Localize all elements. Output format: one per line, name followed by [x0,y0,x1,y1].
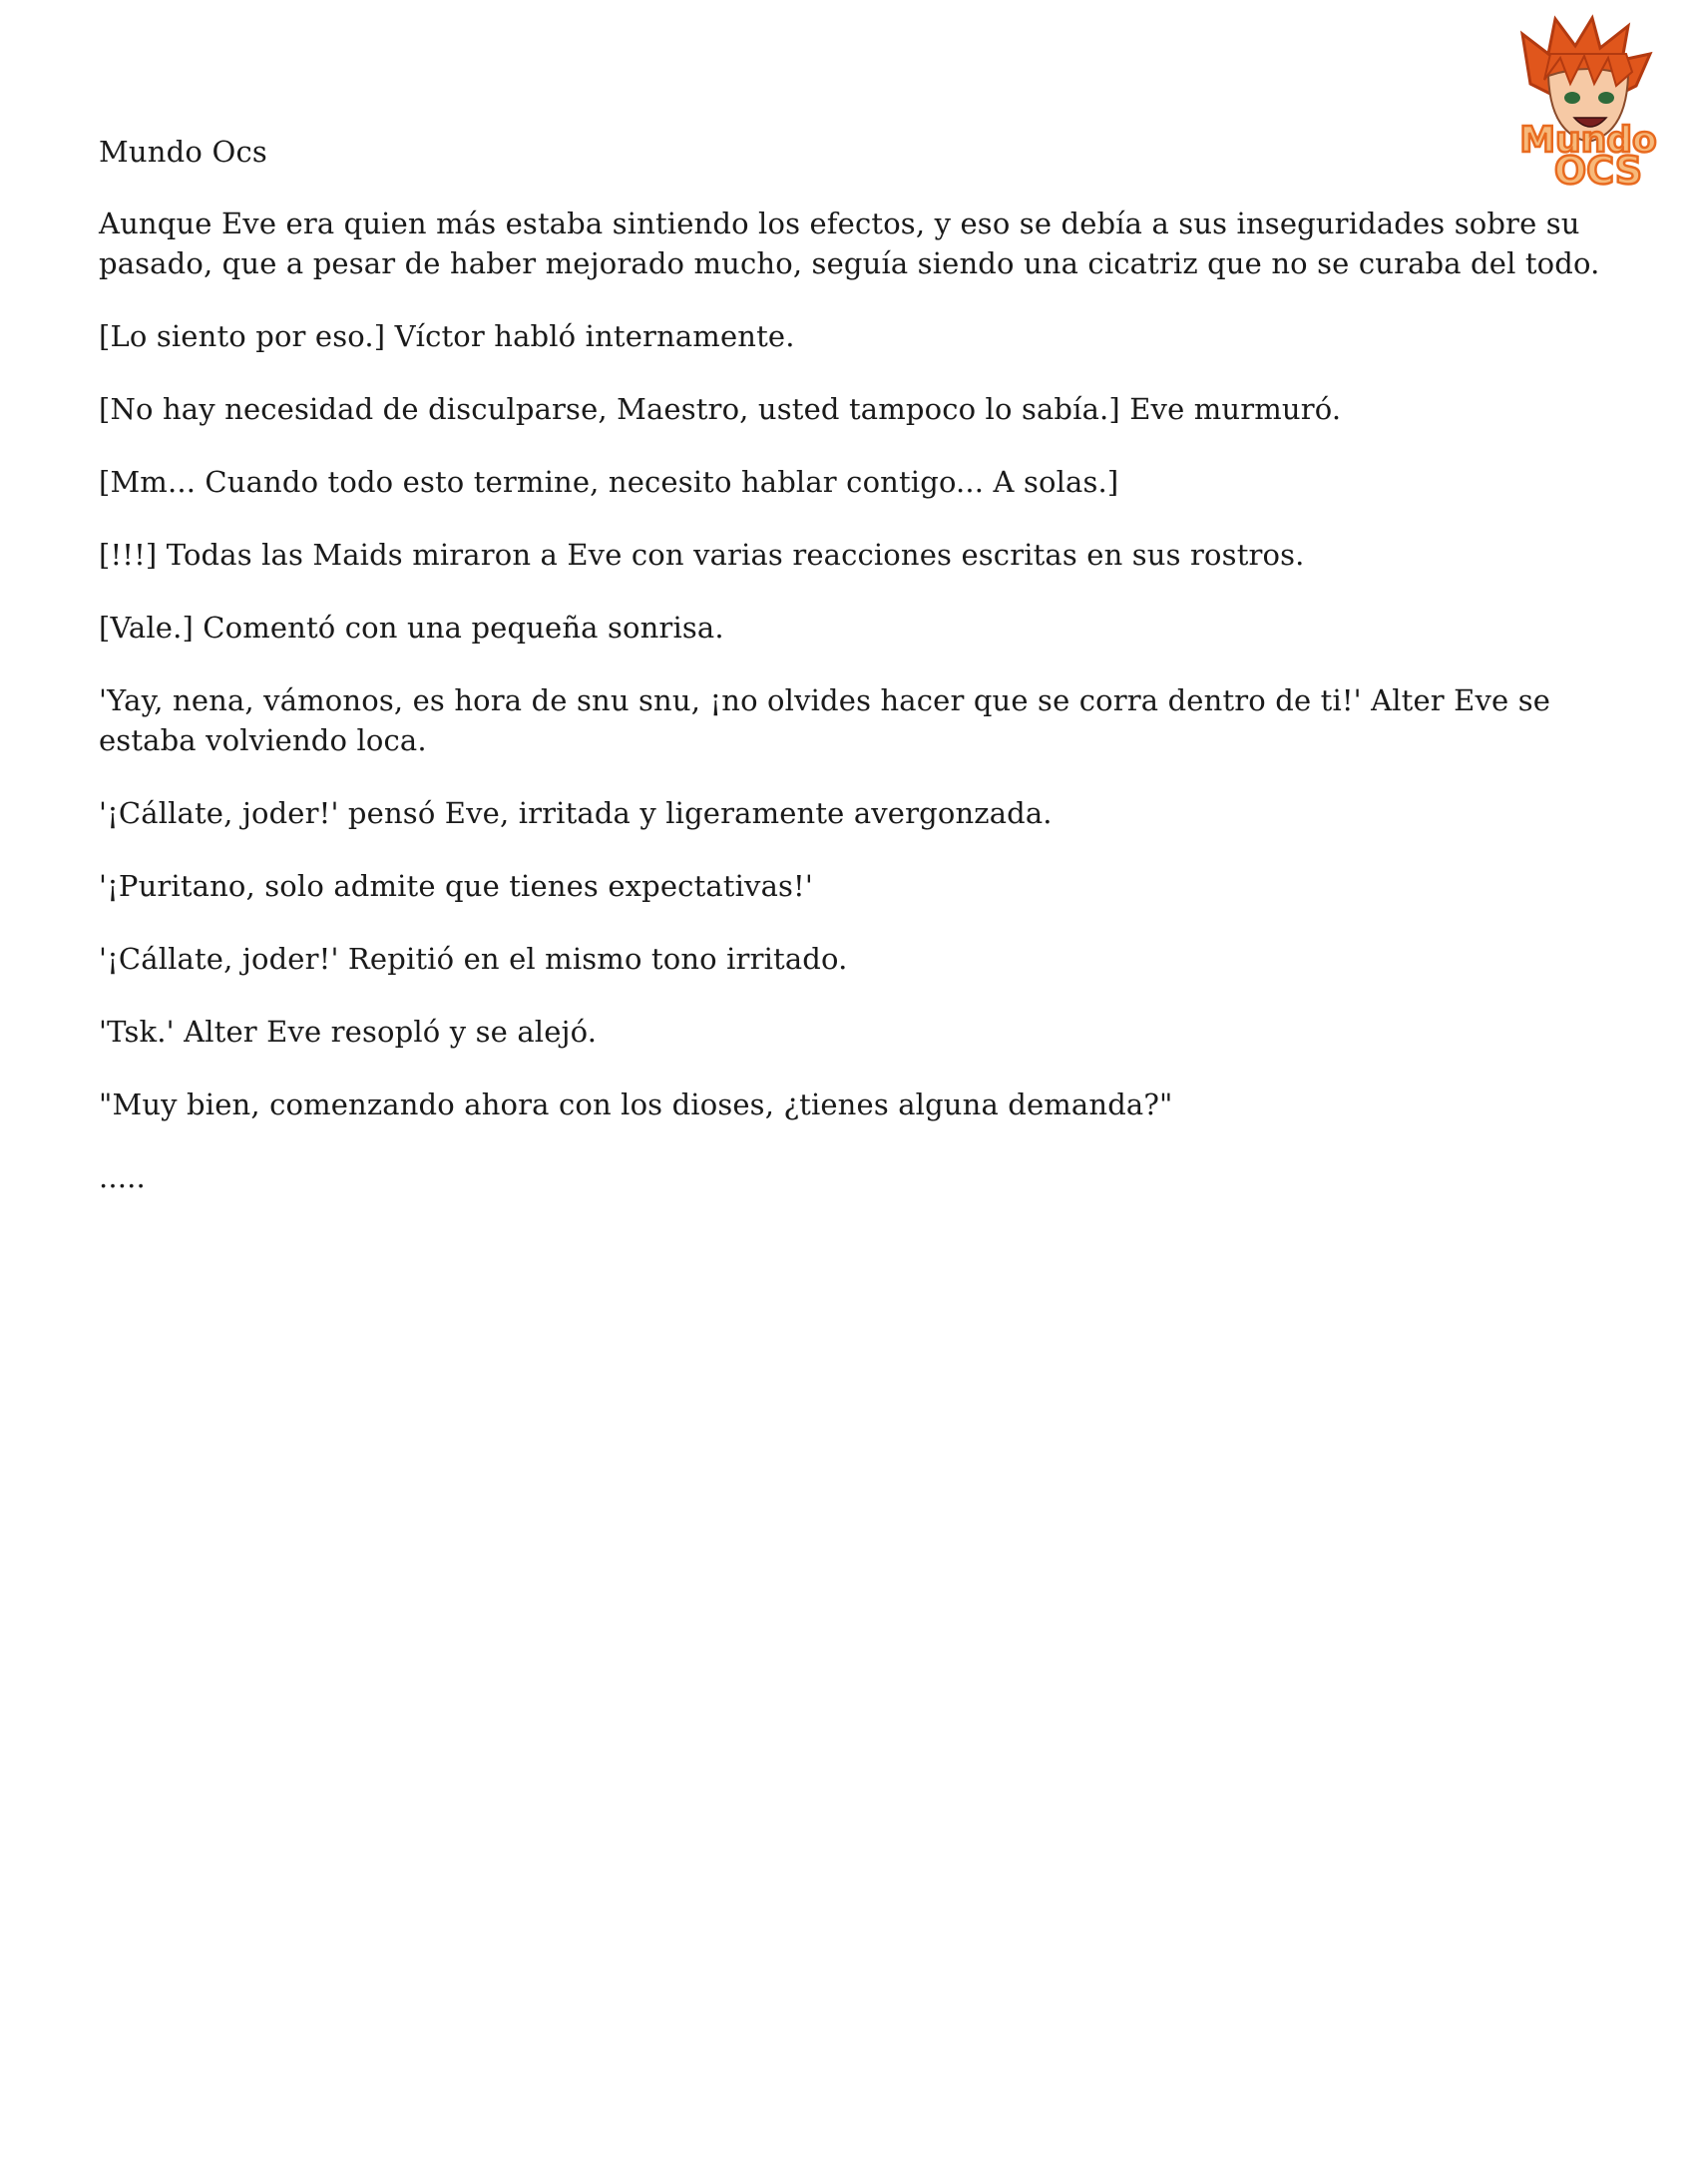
logo-eye-left [1564,92,1580,104]
paragraph: 'Tsk.' Alter Eve resopló y se alejó. [99,1015,598,1049]
paragraph: [Mm... Cuando todo esto termine, necesito hablar contigo... A solas.] [99,465,1119,499]
page-title: Mundo Ocs [99,135,267,169]
paragraph: [!!!] Todas las Maids miraron a Eve con varias reacciones escritas en sus rostros. [99,538,1305,572]
logo-text-line2: OCS [1553,149,1643,189]
paragraph: '¡Cállate, joder!' Repitió en el mismo tono irritado. [99,942,848,976]
logo-graphic [1500,14,1670,189]
logo-text-line1: Mundo [1519,120,1657,161]
paragraph: 'Yay, nena, vámonos, es hora de snu snu, ¡no olvides hacer que se corra dentro de ti!' Alter Eve se estaba volviendo loca. [99,683,1551,757]
paragraph: '¡Puritano, solo admite que tienes expectativas!' [99,869,813,903]
paragraph: [Lo siento por eso.] Víctor habló internamente. [99,319,795,353]
paragraph: [No hay necesidad de disculparse, Maestro, usted tampoco lo sabía.] Eve murmuró. [99,392,1342,426]
paragraph: "Muy bien, comenzando ahora con los dioses, ¿tienes alguna demanda?" [99,1088,1173,1121]
logo-eye-right [1598,92,1614,104]
mundo-ocs-logo [1500,14,1670,189]
document-body [99,204,1625,1230]
paragraph: Aunque Eve era quien más estaba sintiendo los efectos, y eso se debía a sus inseguridades sobre su pasado, que a pesar de haber mejorado mucho, seguía siendo una cicatriz que no se curaba del todo. [99,207,1600,280]
paragraph: '¡Cállate, joder!' pensó Eve, irritada y ligeramente avergonzada. [99,796,1053,830]
paragraph: [Vale.] Comentó con una pequeña sonrisa. [99,611,724,645]
paragraph-ellipsis: ..... [99,1160,146,1194]
